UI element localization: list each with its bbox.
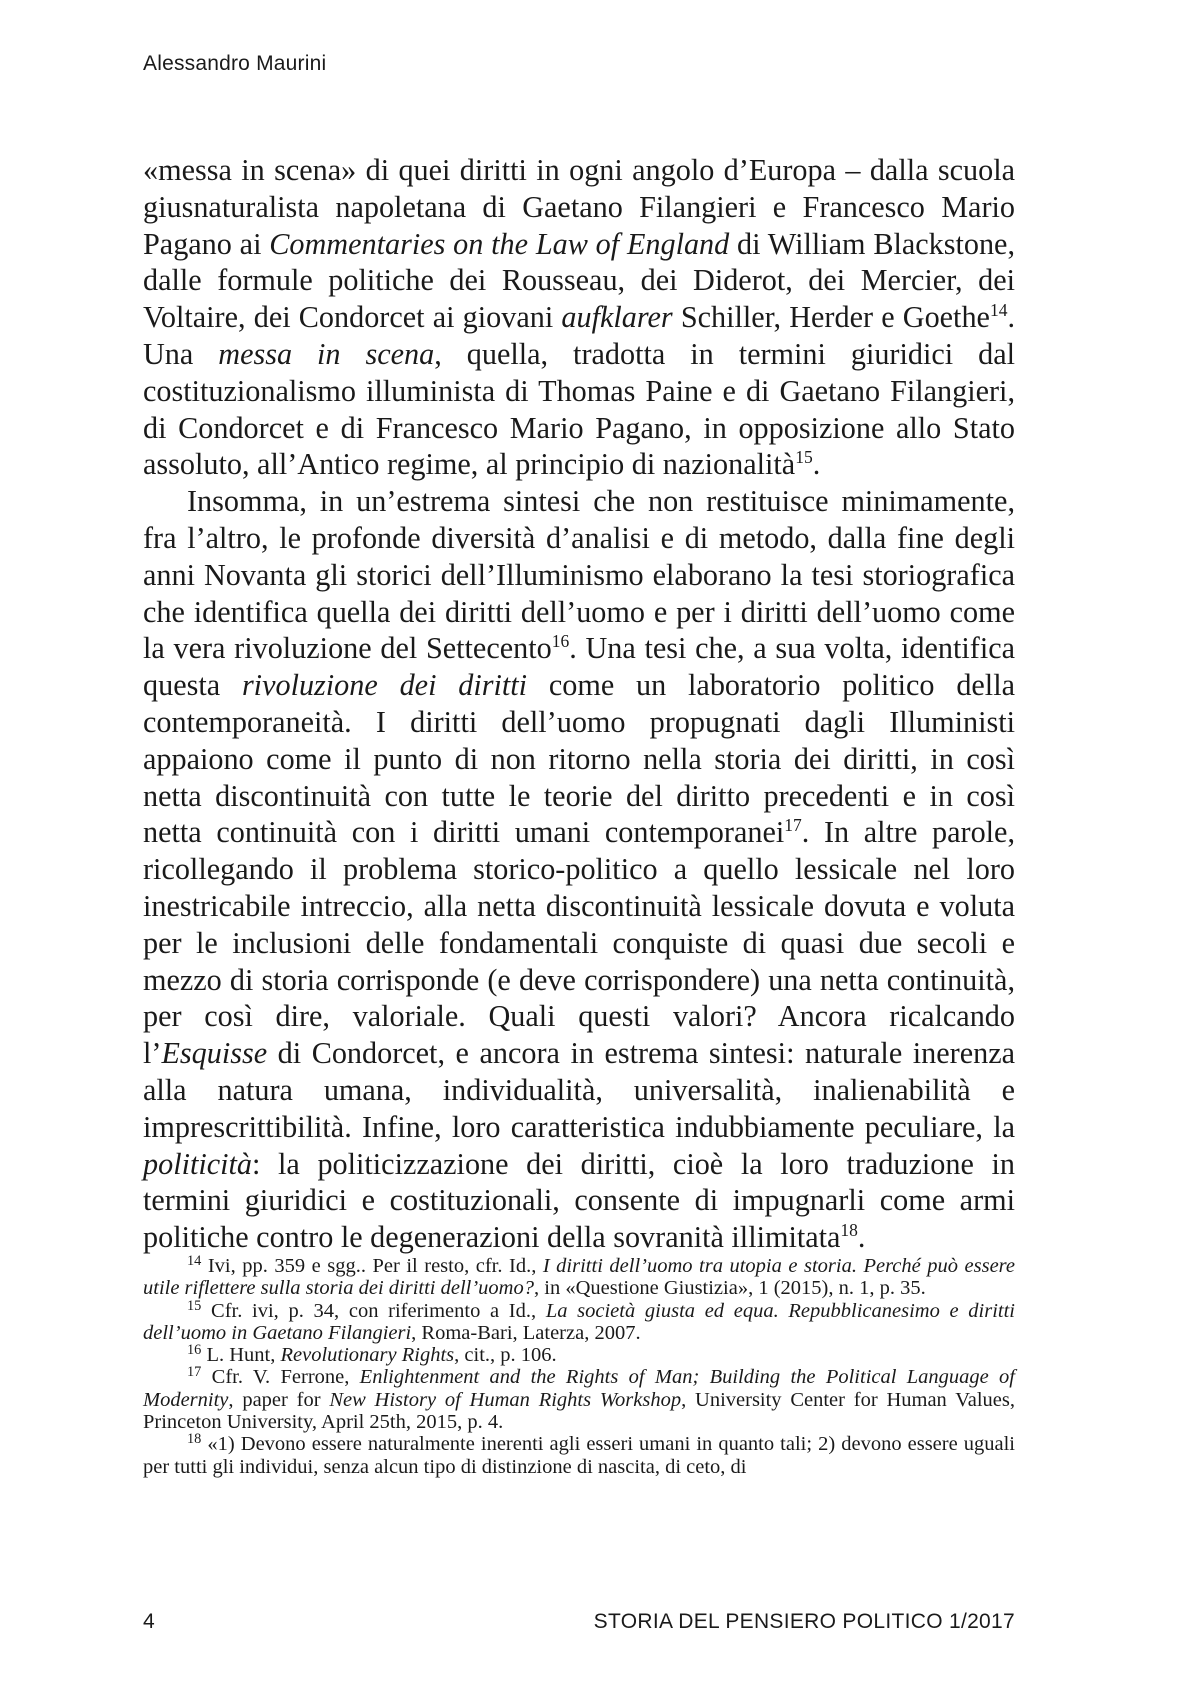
text-run: , Roma-Bari, Laterza, 2007. xyxy=(411,1321,641,1344)
footnote-number: 18 xyxy=(187,1431,202,1448)
italic-term: messa in scena xyxy=(218,336,435,371)
italic-title: La società giusta ed equa. Repubblicanesimo e diritti dell’uomo in Gaetano Filangieri xyxy=(143,1299,1015,1344)
text-run: . xyxy=(857,1220,866,1255)
text-run: Schiller, Herder e Goethe xyxy=(672,300,990,335)
main-text xyxy=(143,152,1015,1256)
footnote-ref-15[interactable]: 15 xyxy=(795,447,813,468)
text-run: Ivi, pp. 359 e sgg.. Per il resto, cfr. Id., xyxy=(201,1255,543,1277)
italic-title: Enlightenment and the Rights of Man; Building the Political Language of Modernity xyxy=(143,1366,1015,1411)
text-run: L. Hunt, xyxy=(201,1344,281,1367)
footnote-14 xyxy=(143,1252,1015,1300)
footnote-15 xyxy=(143,1297,1015,1345)
paragraph-1 xyxy=(143,152,1015,483)
footnote-17 xyxy=(143,1366,1015,1433)
italic-title: I diritti dell’uomo tra utopia e storia. Perché può essere utile riflettere sulla storia dei diritti dell’uomo? xyxy=(143,1255,1015,1300)
footnote-number: 14 xyxy=(187,1252,202,1269)
footnotes xyxy=(143,1252,1015,1478)
text-run: di Condorcet, e ancora in estrema sintesi: naturale inerenza alla natura umana, individualità, universalità, inalienabilità e imprescrittibilità. Infine, loro caratteristica indubbiamente peculiare, la xyxy=(143,1036,1015,1144)
paragraph-2 xyxy=(143,483,1015,1256)
text-run: come un laboratorio politico della contemporaneità. I diritti dell’uomo propugnati dagli Illuministi appaiono come il punto di non ritorno nella storia dei diritti, in così netta discontinuità con tutte le teorie del diritto precedenti e in così netta continuità con i diritti umani contemporanei xyxy=(143,668,1015,850)
text-run: «1) Devono essere naturalmente inerenti agli esseri umani in quanto tali; 2) devono essere uguali per tutti gli individui, senza alcun tipo di distinzione di nascita, di ceto, di xyxy=(143,1433,1015,1478)
footnote-18 xyxy=(143,1433,1015,1478)
text-run: . Una xyxy=(143,300,1015,371)
text-run: . xyxy=(812,447,821,482)
italic-term: politicità xyxy=(143,1146,253,1181)
footnote-ref-14[interactable]: 14 xyxy=(989,300,1008,321)
text-run: Cfr. ivi, p. 34, con riferimento a Id., xyxy=(201,1299,546,1322)
text-run: di William Blackstone, dalle formule politiche dei Rousseau, dei Diderot, dei Mercier, dei Voltaire, dei Condorcet ai giovani xyxy=(143,226,1015,335)
italic-title: Revolutionary Rights xyxy=(280,1344,455,1367)
text-run: Cfr. V. Ferrone, xyxy=(201,1366,360,1389)
footnote-number: 16 xyxy=(187,1342,202,1359)
text-run: . Una tesi che, a sua volta, identifica questa xyxy=(143,631,1015,703)
italic-title: Esquisse xyxy=(161,1036,268,1071)
text-run: . In altre parole, ricollegando il problema storico-politico a quello lessicale nel loro inestricabile intreccio, alla netta discontinuità lessicale dovuta e voluta per le inclusioni delle fondamentali conquiste di quasi due secoli e mezzo di storia corrisponde (e deve corrispondere) una netta continuità, per così dire, valoriale. Quali questi valori? Ancora ricalcando l’ xyxy=(143,815,1016,1071)
text-run: , quella, tradotta in termini giuridici dal costituzionalismo illuminista di Thomas Paine e di Gaetano Filangieri, di Condorcet e di Francesco Mario Pagano, in opposizione allo Stato assoluto, all’Antico regime, al principio di nazionalità xyxy=(143,336,1015,482)
footnote-number: 15 xyxy=(187,1297,202,1314)
footnote-16 xyxy=(143,1344,1015,1366)
running-head-author: Alessandro Maurini xyxy=(143,52,327,75)
text-run: , paper for xyxy=(228,1388,330,1411)
text-run: , cit., p. 106. xyxy=(454,1344,557,1367)
footnote-number: 17 xyxy=(187,1364,202,1381)
page-number: 4 xyxy=(143,1610,155,1633)
italic-term: rivoluzione dei diritti xyxy=(241,668,528,703)
footnote-ref-17[interactable]: 17 xyxy=(784,815,802,836)
text-run: «messa in scena» di quei diritti in ogni angolo d’Europa – dalla scuola giusnaturalista napoletana di Gaetano Filangieri e Francesco Mario Pagano ai xyxy=(143,153,1015,261)
text-run: , in «Questione Giustizia», 1 (2015), n. 1, p. 35. xyxy=(534,1277,926,1300)
footnote-ref-16[interactable]: 16 xyxy=(551,631,570,652)
text-run: : la politicizzazione dei diritti, cioè la loro traduzione in termini giuridici e costituzionali, consente di impugnarli come armi politiche contro le degenerazioni della sovranità illimitata xyxy=(143,1146,1015,1255)
footnote-ref-18[interactable]: 18 xyxy=(840,1220,858,1241)
italic-title: Commentaries on the Law of England xyxy=(269,226,730,261)
italic-title: New History of Human Rights Workshop xyxy=(329,1388,682,1411)
text-run: , University Center for Human Values, Princeton University, April 25th, 2015, p. 4. xyxy=(143,1388,1015,1434)
italic-term: aufklarer xyxy=(561,300,673,335)
journal-footer: STORIA DEL PENSIERO POLITICO 1/2017 xyxy=(593,1610,1015,1633)
text-run: Insomma, in un’estrema sintesi che non restituisce minimamente, fra l’altro, le profonde diversità d’analisi e di metodo, dalla fine degli anni Novanta gli storici dell’Illuminismo elaborano la tesi storiografica che identifica quella dei diritti dell’uomo e per i diritti dell’uomo come la vera rivoluzione del Settecento xyxy=(143,484,1015,666)
